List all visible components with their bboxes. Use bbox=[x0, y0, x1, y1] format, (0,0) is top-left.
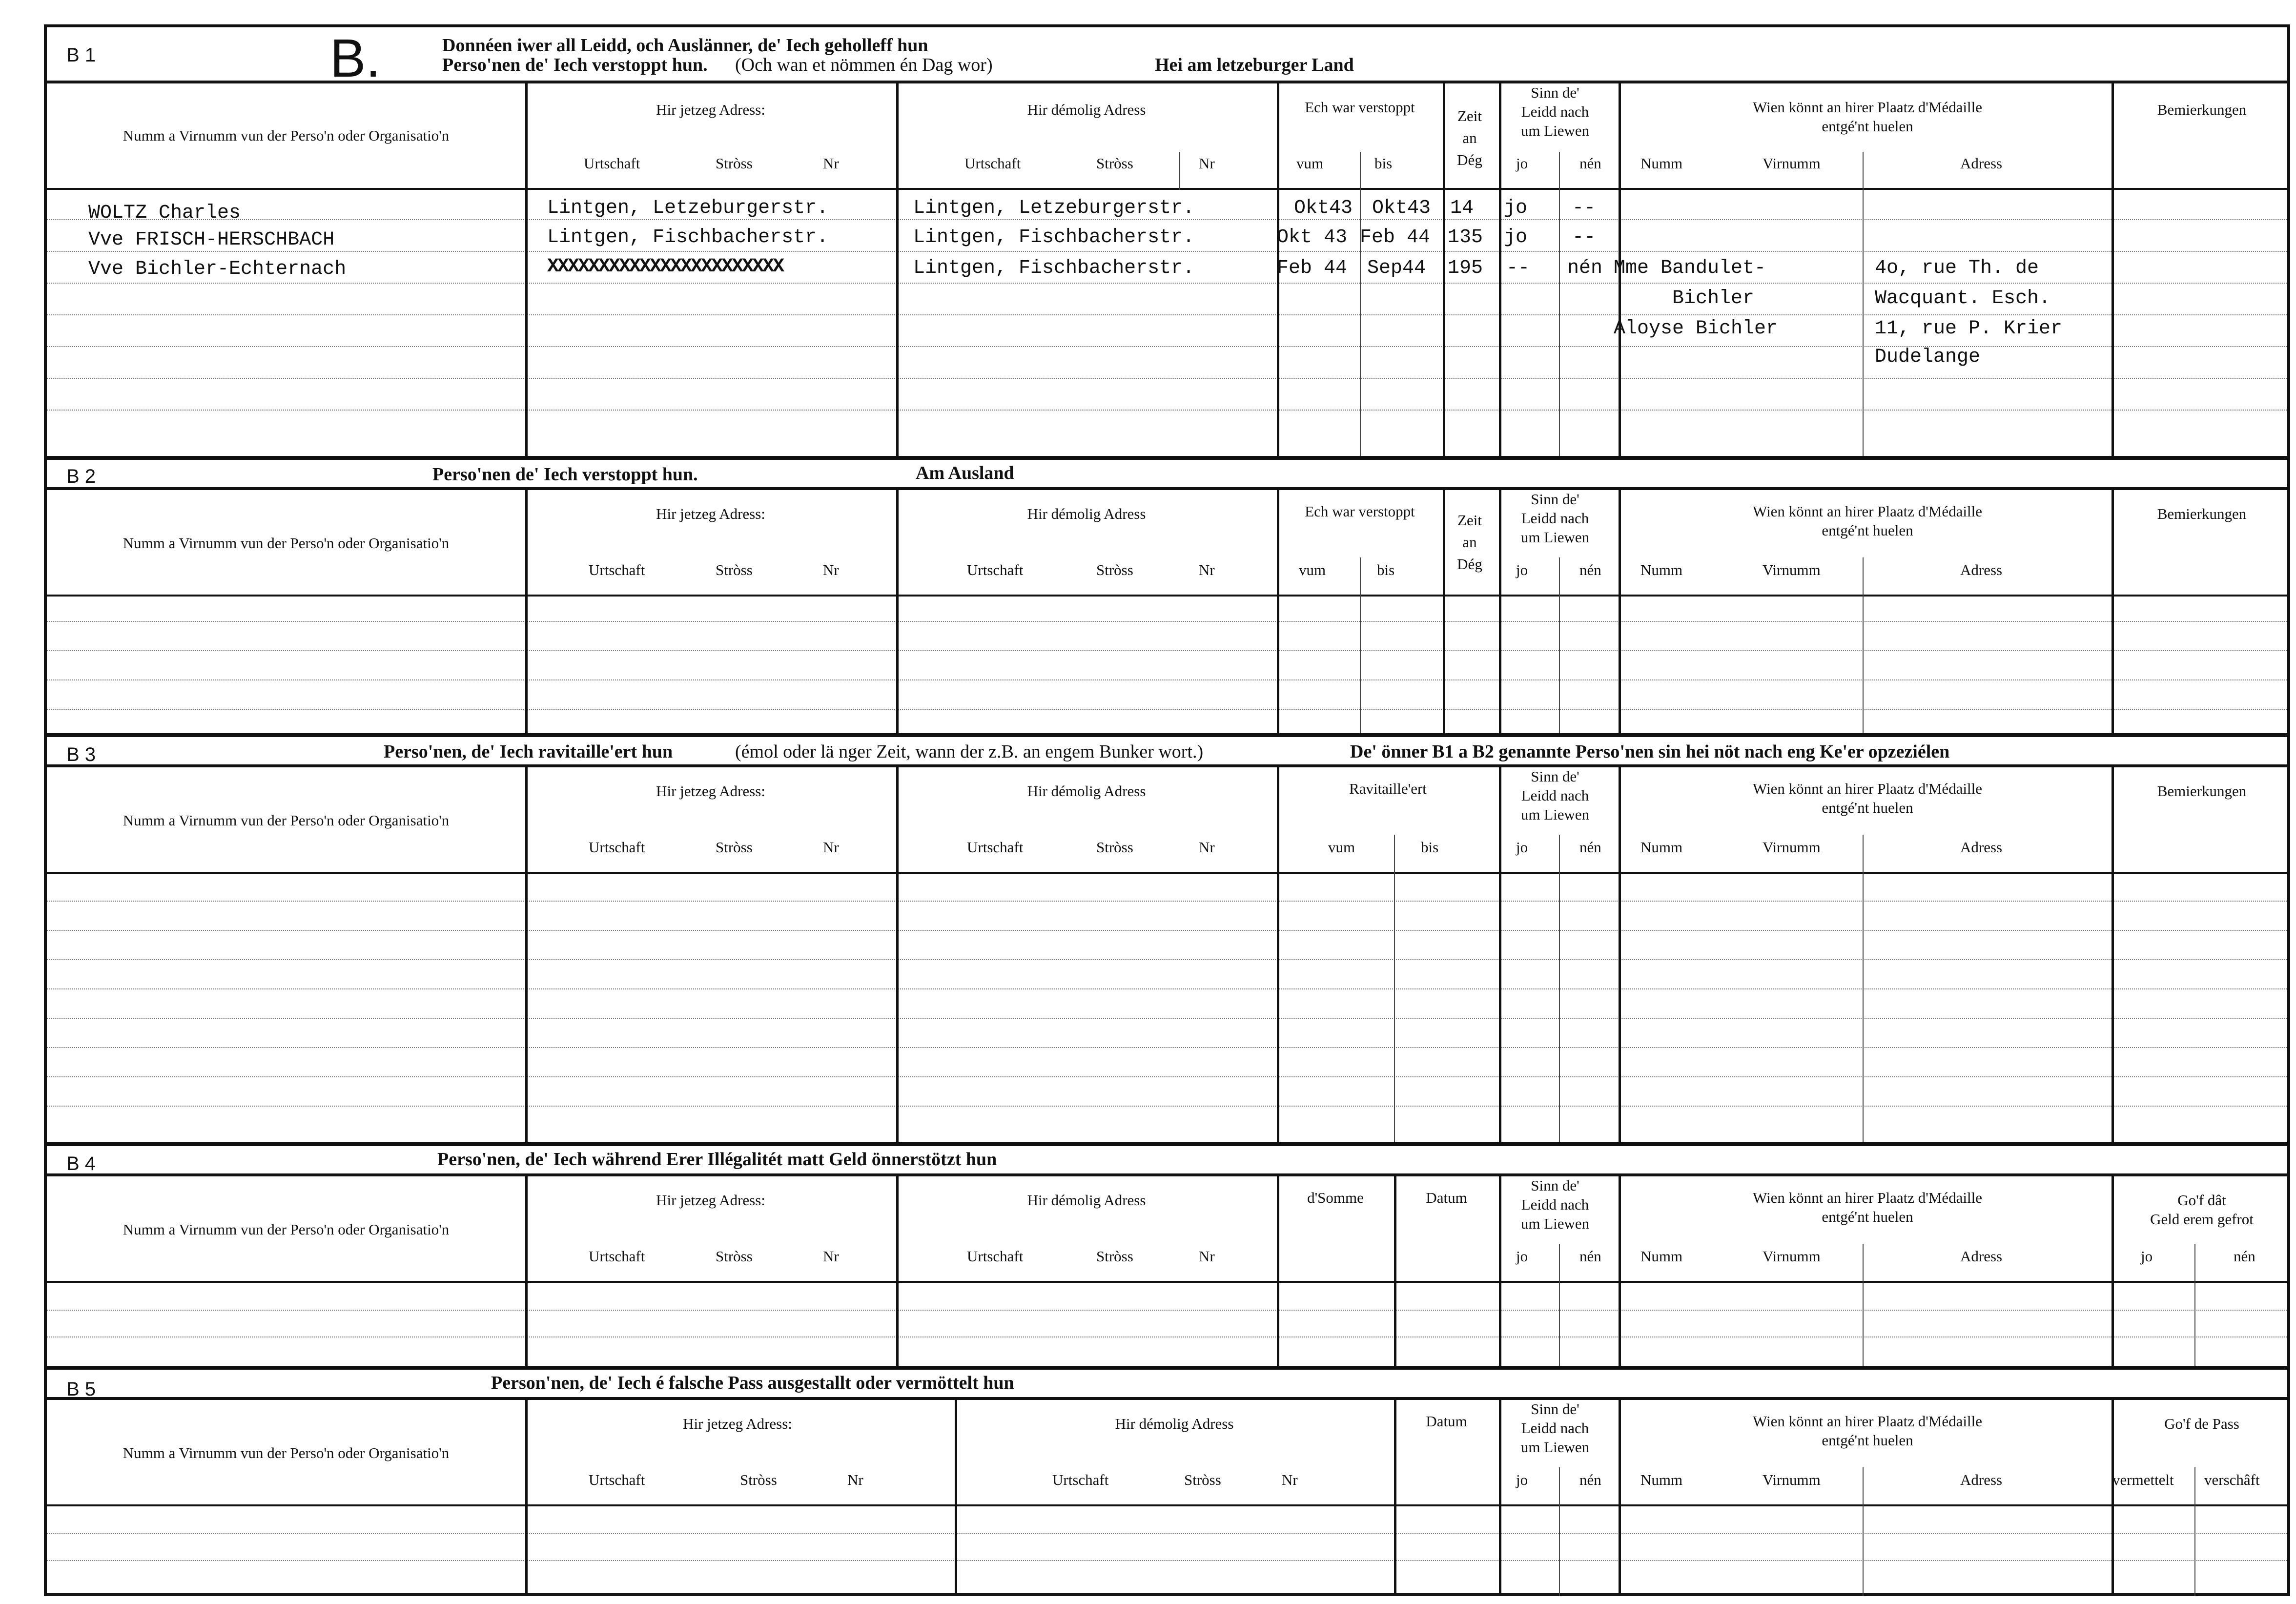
col-place: Urtschaft bbox=[589, 561, 645, 578]
entry-from: Feb 44 bbox=[1277, 257, 1348, 279]
entry-days: 135 bbox=[1448, 226, 1483, 248]
section-title: Person'nen, de' Iech é falsche Pass ausgestallt oder vermöttelt hun bbox=[491, 1373, 1014, 1393]
entry-current-address-crossed: XXXXXXXXXXXXXXXXXXXXXXX bbox=[547, 256, 783, 278]
b3-rows bbox=[47, 874, 2287, 1143]
entry-yes: jo bbox=[1504, 197, 1528, 219]
section-b5-header bbox=[47, 1370, 2287, 1400]
col-surname: Numm bbox=[1640, 839, 1683, 856]
col-hidden: Ech war verstoppt bbox=[1305, 503, 1415, 520]
entry-current-address: Lintgen, Fischbacherstr. bbox=[547, 226, 829, 248]
col-medal: Wien könnt an hirer Plaatz d'Médaille entgé'nt huelen bbox=[1752, 1413, 1983, 1449]
col-from: vum bbox=[1328, 839, 1355, 856]
col-former-address: Hir démolig Adress bbox=[1027, 782, 1146, 800]
form-letter: B. bbox=[330, 28, 381, 88]
col-sum: d'Somme bbox=[1307, 1189, 1364, 1206]
entry-no: -- bbox=[1572, 226, 1596, 248]
col-address: Adress bbox=[1960, 1471, 2003, 1488]
entry-days: 14 bbox=[1450, 197, 1474, 219]
col-no: nén bbox=[1579, 561, 1601, 578]
col-street: Stròss bbox=[1096, 839, 1133, 856]
section-title: Perso'nen de' Iech verstoppt hun. bbox=[432, 464, 698, 485]
col-nr: Nr bbox=[823, 839, 839, 856]
col-current-address: Hir jetzeg Adress: bbox=[683, 1415, 792, 1432]
column-header-row bbox=[47, 1176, 2287, 1283]
entry-name: Vve Bichler-Echternach bbox=[88, 258, 347, 280]
section-id: B 1 bbox=[66, 44, 96, 66]
col-alive: Sinn de' Leidd nach um Liewen bbox=[1520, 1177, 1590, 1232]
col-alive: Sinn de' Leidd nach um Liewen bbox=[1520, 84, 1590, 139]
col-money-given: Go'f dât Geld erem gefrot bbox=[2150, 1192, 2254, 1228]
col-date: Datum bbox=[1426, 1413, 1467, 1430]
col-passed: vermettelt bbox=[2112, 1471, 2174, 1488]
b2-rows bbox=[47, 596, 2287, 734]
entry-medal-address: 4o, rue Th. de bbox=[1875, 257, 2039, 279]
entry-from: Okt43 bbox=[1294, 197, 1353, 219]
entry-name: WOLTZ Charles bbox=[88, 202, 241, 224]
column-header-row bbox=[47, 83, 2287, 190]
col-medal: Wien könnt an hirer Plaatz d'Médaille entgé'nt huelen bbox=[1752, 99, 1983, 135]
entry-to: Okt43 bbox=[1372, 197, 1431, 219]
section-b1-header bbox=[47, 27, 2287, 83]
section-b4 bbox=[47, 1146, 2287, 1367]
section-subtitle: Perso'nen de' Iech verstoppt hun. bbox=[442, 55, 708, 75]
col-place: Urtschaft bbox=[964, 155, 1021, 172]
column-header-row bbox=[47, 1400, 2287, 1506]
col-former-address: Hir démolig Adress bbox=[1115, 1415, 1234, 1432]
col-place: Urtschaft bbox=[584, 155, 640, 172]
col-firstname: Virnumm bbox=[1763, 1471, 1821, 1488]
col-nr: Nr bbox=[1282, 1471, 1298, 1488]
col-name: Numm a Virnumm vun der Perso'n oder Organisatio'n bbox=[123, 1221, 450, 1238]
section-title-place: Am Ausland bbox=[916, 463, 1014, 483]
column-header-row bbox=[47, 490, 2287, 596]
col-nr: Nr bbox=[1199, 155, 1215, 172]
section-id: B 4 bbox=[66, 1153, 96, 1174]
col-remarks: Bemierkungen bbox=[2157, 101, 2247, 118]
section-b3-header bbox=[47, 737, 2287, 767]
section-title-remark: De' önner B1 a B2 genannte Perso'nen sin hei nöt nach eng Ke'er opzeziélen bbox=[1350, 741, 1950, 762]
col-no: nén bbox=[2234, 1248, 2255, 1265]
entry-medal-address: Wacquant. Esch. bbox=[1875, 288, 2051, 309]
col-yes: jo bbox=[1516, 1471, 1528, 1488]
col-firstname: Virnumm bbox=[1763, 1248, 1821, 1265]
entry-from: Okt 43 bbox=[1277, 226, 1348, 248]
col-surname: Numm bbox=[1640, 1471, 1683, 1488]
col-no: nén bbox=[1579, 155, 1601, 172]
entry-former-address: Lintgen, Fischbacherstr. bbox=[913, 226, 1195, 248]
col-current-address: Hir jetzeg Adress: bbox=[656, 1192, 765, 1209]
section-id: B 2 bbox=[66, 466, 96, 487]
col-alive: Sinn de' Leidd nach um Liewen bbox=[1520, 491, 1590, 546]
b4-rows bbox=[47, 1283, 2287, 1367]
col-street: Stròss bbox=[1096, 561, 1133, 578]
col-medal: Wien könnt an hirer Plaatz d'Médaille entgé'nt huelen bbox=[1752, 503, 1983, 539]
col-from: vum bbox=[1296, 155, 1324, 172]
section-b2 bbox=[47, 460, 2287, 734]
col-medal: Wien könnt an hirer Plaatz d'Médaille entgé'nt huelen bbox=[1752, 1189, 1983, 1225]
col-nr: Nr bbox=[1199, 561, 1215, 578]
col-surname: Numm bbox=[1640, 1248, 1683, 1265]
entry-former-address: Lintgen, Fischbacherstr. bbox=[913, 257, 1195, 279]
section-b5 bbox=[47, 1370, 2287, 1596]
col-alive: Sinn de' Leidd nach um Liewen bbox=[1520, 1400, 1590, 1456]
col-remarks: Bemierkungen bbox=[2157, 505, 2247, 522]
entry-medal-address: 11, rue P. Krier bbox=[1875, 318, 2063, 340]
b5-rows bbox=[47, 1506, 2287, 1596]
section-subtitle-note: (Och wan et nömmen én Dag wor) bbox=[735, 55, 993, 75]
col-nr: Nr bbox=[1199, 1248, 1215, 1265]
col-yes: jo bbox=[1516, 839, 1528, 856]
col-name: Numm a Virnumm vun der Perso'n oder Organisatio'n bbox=[123, 535, 450, 552]
col-to: bis bbox=[1374, 155, 1393, 172]
section-title: Perso'nen, de' Iech ravitaille'ert hun bbox=[384, 741, 673, 762]
col-date: Datum bbox=[1426, 1189, 1467, 1206]
col-street: Stròss bbox=[716, 561, 753, 578]
section-title: Perso'nen, de' Iech während Erer Illégalitét matt Geld önnerstötzt hun bbox=[437, 1149, 997, 1170]
col-street: Stròss bbox=[716, 1248, 753, 1265]
col-days: Zeit an Dég bbox=[1457, 512, 1482, 573]
col-to: bis bbox=[1377, 561, 1395, 578]
col-place: Urtschaft bbox=[589, 1471, 645, 1488]
col-current-address: Hir jetzeg Adress: bbox=[656, 101, 765, 118]
col-surname: Numm bbox=[1640, 155, 1683, 172]
col-nr: Nr bbox=[823, 1248, 839, 1265]
col-yes: jo bbox=[1516, 155, 1528, 172]
col-yes: jo bbox=[1516, 561, 1528, 578]
section-b2-header bbox=[47, 460, 2287, 490]
col-firstname: Virnumm bbox=[1763, 561, 1821, 578]
col-street: Stròss bbox=[716, 155, 753, 172]
col-yes: jo bbox=[1516, 1248, 1528, 1265]
col-address: Adress bbox=[1960, 561, 2003, 578]
col-nr: Nr bbox=[823, 155, 839, 172]
col-to: bis bbox=[1421, 839, 1439, 856]
col-address: Adress bbox=[1960, 839, 2003, 856]
entry-medal-name: Mme Bandulet- bbox=[1614, 257, 1766, 279]
col-remarks: Bemierkungen bbox=[2157, 782, 2247, 800]
section-b3 bbox=[47, 737, 2287, 1143]
col-place: Urtschaft bbox=[967, 1248, 1024, 1265]
col-nr: Nr bbox=[1199, 839, 1215, 856]
col-firstname: Virnumm bbox=[1763, 155, 1821, 172]
col-address: Adress bbox=[1960, 1248, 2003, 1265]
col-alive: Sinn de' Leidd nach um Liewen bbox=[1520, 768, 1590, 823]
entry-to: Feb 44 bbox=[1360, 226, 1431, 248]
resistance-form bbox=[44, 24, 2290, 1596]
col-current-address: Hir jetzeg Adress: bbox=[656, 505, 765, 522]
section-b1 bbox=[47, 27, 2287, 457]
entry-medal-name: Aloyse Bichler bbox=[1614, 318, 1778, 340]
col-nr: Nr bbox=[823, 561, 839, 578]
col-place: Urtschaft bbox=[589, 1248, 645, 1265]
section-title-note: (émol oder lä nger Zeit, wann der z.B. an engem Bunker wort.) bbox=[735, 741, 1204, 762]
section-b4-header bbox=[47, 1146, 2287, 1176]
entry-to: Sep44 bbox=[1367, 257, 1426, 279]
col-medal: Wien könnt an hirer Plaatz d'Médaille entgé'nt huelen bbox=[1752, 780, 1983, 816]
col-former-address: Hir démolig Adress bbox=[1027, 505, 1146, 522]
entry-medal-name: Bichler bbox=[1672, 288, 1755, 309]
section-id: B 5 bbox=[66, 1378, 96, 1400]
b1-rows bbox=[47, 190, 2287, 457]
col-name: Numm a Virnumm vun der Perso'n oder Organisatio'n bbox=[123, 812, 450, 829]
col-pass-given: Go'f de Pass bbox=[2164, 1415, 2239, 1432]
col-place: Urtschaft bbox=[1052, 1471, 1109, 1488]
entry-no: nén bbox=[1567, 257, 1603, 279]
entry-name: Vve FRISCH-HERSCHBACH bbox=[88, 229, 335, 251]
col-former-address: Hir démolig Adress bbox=[1027, 1192, 1146, 1209]
entry-yes: jo bbox=[1504, 226, 1528, 248]
entry-yes: -- bbox=[1506, 257, 1530, 279]
entry-no: -- bbox=[1572, 197, 1596, 219]
column-header-row bbox=[47, 767, 2287, 874]
col-no: nén bbox=[1579, 1471, 1601, 1488]
entry-current-address: Lintgen, Letzeburgerstr. bbox=[547, 197, 829, 219]
col-no: nén bbox=[1579, 1248, 1601, 1265]
col-nr: Nr bbox=[847, 1471, 863, 1488]
col-from: vum bbox=[1299, 561, 1326, 578]
col-street: Stròss bbox=[1184, 1471, 1221, 1488]
section-subtitle-place: Hei am letzeburger Land bbox=[1155, 55, 1354, 75]
col-hidden: Ech war verstoppt bbox=[1305, 99, 1415, 116]
section-title: Donnéen iwer all Leidd, och Auslänner, de' Iech geholleff hun bbox=[442, 35, 928, 56]
col-no: nén bbox=[1579, 839, 1601, 856]
entry-days: 195 bbox=[1448, 257, 1483, 279]
col-street: Stròss bbox=[1096, 1248, 1133, 1265]
col-place: Urtschaft bbox=[967, 561, 1024, 578]
col-bought: verschâft bbox=[2204, 1471, 2260, 1488]
section-id: B 3 bbox=[66, 744, 96, 765]
col-former-address: Hir démolig Adress bbox=[1027, 101, 1146, 118]
col-place: Urtschaft bbox=[589, 839, 645, 856]
entry-former-address: Lintgen, Letzeburgerstr. bbox=[913, 197, 1195, 219]
entry-medal-address: Dudelange bbox=[1875, 346, 1981, 368]
col-street: Stròss bbox=[1096, 155, 1133, 172]
col-name: Numm a Virnumm vun der Perso'n oder Organisatio'n bbox=[123, 127, 450, 144]
col-yes: jo bbox=[2141, 1248, 2153, 1265]
col-days: Zeit an Dég bbox=[1457, 107, 1482, 168]
col-supplied: Ravitaille'ert bbox=[1349, 780, 1427, 797]
col-current-address: Hir jetzeg Adress: bbox=[656, 782, 765, 800]
col-street: Stròss bbox=[740, 1471, 777, 1488]
col-street: Stròss bbox=[716, 839, 753, 856]
col-place: Urtschaft bbox=[967, 839, 1024, 856]
col-address: Adress bbox=[1960, 155, 2003, 172]
col-surname: Numm bbox=[1640, 561, 1683, 578]
col-firstname: Virnumm bbox=[1763, 839, 1821, 856]
col-name: Numm a Virnumm vun der Perso'n oder Organisatio'n bbox=[123, 1444, 450, 1461]
